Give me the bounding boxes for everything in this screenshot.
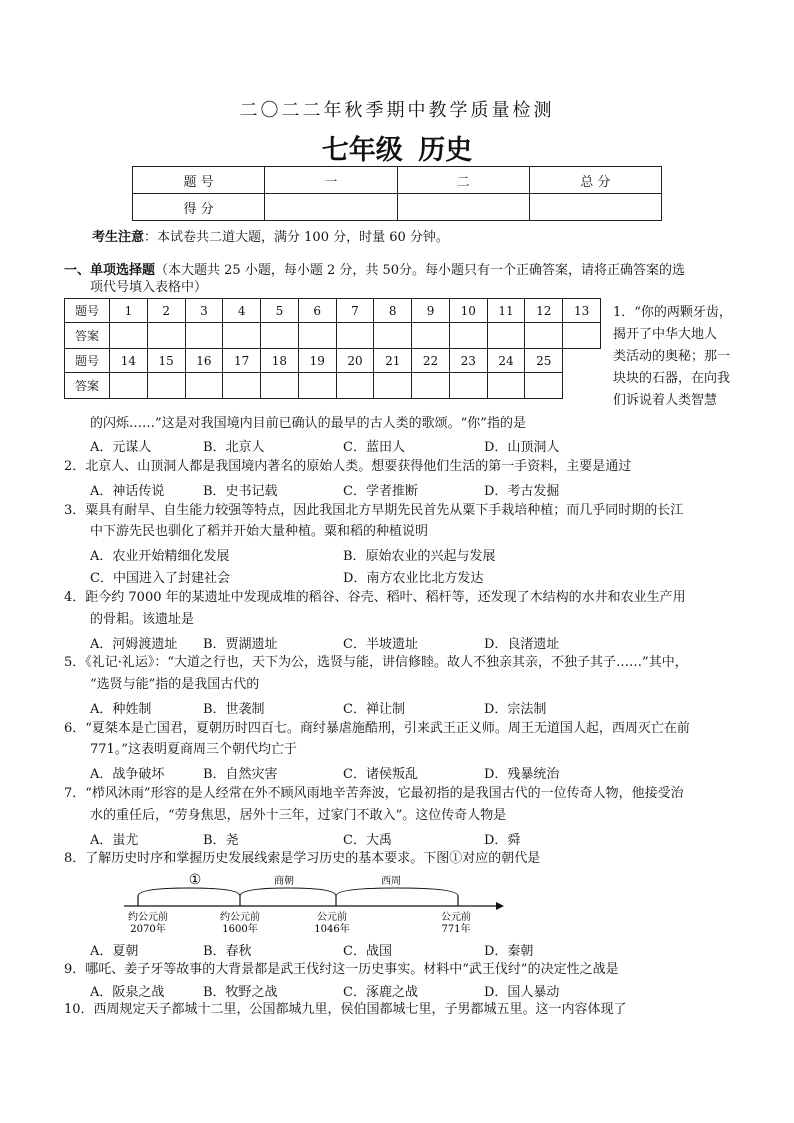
subject-title: 七年级 历史 — [321, 135, 473, 166]
answer-cell[interactable] — [336, 373, 374, 399]
q3-option-d: D．南方农业比北方发达 — [343, 571, 484, 586]
q9-option-c: C．涿鹿之战 — [343, 985, 418, 1000]
q1-side-line: 1．“你的两颗牙齿， — [613, 305, 732, 320]
answer-cell[interactable] — [487, 373, 525, 399]
question-number-cell: 17 — [223, 349, 261, 373]
timeline-tick-year: 1600年 — [222, 924, 258, 935]
q5-stem-line1: 5．《礼记·礼运》：“大道之行也，天下为公，选贤与能，讲信修睦。故人不独亲其亲，不独子其子……”其中， — [64, 655, 688, 670]
question-number-cell: 19 — [298, 349, 336, 373]
answer-cell[interactable] — [449, 373, 487, 399]
answer-cell[interactable] — [110, 323, 148, 349]
q7-stem-line1: 7．“栉风沐雨”形容的是人经常在外不顾风雨地辛苦奔波，它最初指的是我国古代的一位传奇人物，他接受治 — [64, 786, 684, 801]
answer-table-number-row — [65, 349, 601, 373]
q6-option-c: C．诸侯叛乱 — [343, 767, 418, 782]
answer-table-answer-row — [65, 373, 601, 399]
q7-option-a: A．蚩尤 — [90, 833, 139, 848]
answer-cell[interactable] — [374, 373, 412, 399]
question-number-cell: 11 — [487, 299, 525, 323]
question-number-cell: 7 — [336, 299, 374, 323]
question-number-cell: 10 — [449, 299, 487, 323]
score-cell — [265, 194, 397, 221]
timeline-bracket — [336, 888, 458, 896]
q6-stem-line2: 771。”这表明夏商周三个朝代均亡于 — [90, 742, 297, 757]
section1-heading: 一、单项选择题 — [64, 263, 156, 278]
timeline-label-xizhou: 西周 — [381, 876, 401, 887]
question-number-cell: 18 — [261, 349, 299, 373]
q2-option-b: B．史书记载 — [203, 484, 278, 499]
timeline-tick-year: 771年 — [441, 924, 471, 935]
notice-text: ：本试卷共二道大题，满分 100 分，时量 60 分钟。 — [144, 230, 449, 245]
answer-cell[interactable] — [412, 323, 450, 349]
answer-cell[interactable] — [147, 373, 185, 399]
q8-option-d: D．秦朝 — [484, 944, 534, 959]
answer-cell[interactable] — [261, 323, 299, 349]
answer-cell[interactable] — [110, 373, 148, 399]
q10-stem: 10．西周规定天子都城十二里，公国都城九里，侯伯国都城七里，子男都城五里。这一内容体现了 — [64, 1002, 627, 1017]
answer-table — [64, 298, 601, 399]
answer-table-label: 答案 — [65, 323, 110, 349]
q3-option-b: B．原始农业的兴起与发展 — [343, 549, 496, 564]
q4-stem-line1: 4．距今约 7000 年的某遗址中发现成堆的稻谷、谷壳、稻叶、稻杆等，还发现了木结构的水井和农业生产用 — [64, 590, 686, 605]
q3-stem-line1: 3．粟具有耐旱、自生能力较强等特点，因此我国北方早期先民首先从粟下手栽培种植；而几乎同时期的长江 — [64, 503, 684, 518]
answer-cell[interactable] — [487, 323, 525, 349]
exam-notice — [92, 226, 449, 245]
question-number-cell: 4 — [223, 299, 261, 323]
question-number-cell: 14 — [110, 349, 148, 373]
answer-cell[interactable] — [336, 323, 374, 349]
score-header-cell: 一 — [265, 167, 397, 194]
question-number-cell: 16 — [185, 349, 223, 373]
q4-option-d: D．良渚遗址 — [484, 637, 560, 652]
q2-option-a: A．神话传说 — [90, 484, 165, 499]
timeline-tick-label: 约公元前 — [220, 912, 260, 923]
answer-table-label: 答案 — [65, 373, 110, 399]
q1-option-a: A．元谋人 — [90, 440, 152, 455]
answer-table-answer-row — [65, 323, 601, 349]
question-number-cell: 23 — [449, 349, 487, 373]
timeline-label-shang: 商朝 — [274, 876, 294, 887]
timeline-arrow-icon — [496, 902, 504, 910]
answer-cell[interactable] — [223, 323, 261, 349]
question-number-cell: 2 — [147, 299, 185, 323]
question-number-cell: 9 — [412, 299, 450, 323]
score-row-label: 得 分 — [133, 194, 265, 221]
question-number-cell: 8 — [374, 299, 412, 323]
q1-stem-continued: 的闪烁……”这是对我国境内目前已确认的最早的古人类的歌颂。“你”指的是 — [90, 416, 526, 431]
q3-option-c: C．中国进入了封建社会 — [90, 571, 230, 586]
q5-option-b: B．世袭制 — [203, 702, 265, 717]
q8-option-b: B．春秋 — [203, 944, 252, 959]
q1-side-line: 揭开了中华大地人 — [613, 327, 718, 342]
answer-table-number-row — [65, 299, 601, 323]
q9-option-a: A．阪泉之战 — [90, 985, 165, 1000]
answer-cell[interactable] — [563, 323, 601, 349]
q1-side-line: 们诉说着人类智慧 — [613, 393, 718, 408]
q4-option-c: C．半坡遗址 — [343, 637, 418, 652]
timeline-bracket — [138, 888, 240, 896]
timeline-tick-label: 公元前 — [441, 912, 471, 923]
answer-cell[interactable] — [374, 323, 412, 349]
answer-cell[interactable] — [298, 323, 336, 349]
timeline-circle-label: ① — [188, 872, 202, 888]
q9-option-b: B．牧野之战 — [203, 985, 278, 1000]
timeline-tick-year: 2070年 — [130, 924, 166, 935]
score-header-cell: 二 — [397, 167, 529, 194]
answer-table-label: 题号 — [65, 299, 110, 323]
question-number-cell: 12 — [525, 299, 563, 323]
q7-option-c: C．大禹 — [343, 833, 392, 848]
q4-option-b: B．贾湖遗址 — [203, 637, 278, 652]
question-number-cell: 3 — [185, 299, 223, 323]
q7-option-d: D．舜 — [484, 833, 521, 848]
score-cell — [397, 194, 529, 221]
q2-option-d: D．考古发掘 — [484, 484, 560, 499]
empty-cell — [563, 373, 601, 399]
q8-option-c: C．战国 — [343, 944, 392, 959]
question-number-cell: 21 — [374, 349, 412, 373]
answer-cell[interactable] — [412, 373, 450, 399]
q1-side-line: 块块的石器，在向我 — [613, 371, 731, 386]
q6-option-b: B．自然灾害 — [203, 767, 278, 782]
q3-option-a: A．农业开始精细化发展 — [90, 549, 230, 564]
score-header-cell: 题 号 — [133, 167, 265, 194]
q8-option-a: A．夏朝 — [90, 944, 139, 959]
question-number-cell: 15 — [147, 349, 185, 373]
q1-option-c: C．蓝田人 — [343, 440, 405, 455]
answer-cell[interactable] — [147, 323, 185, 349]
q1-option-d: D．山顶洞人 — [484, 440, 560, 455]
timeline-tick-label: 公元前 — [317, 912, 347, 923]
q4-option-a: A．河姆渡遗址 — [90, 637, 178, 652]
q5-option-a: A．种姓制 — [90, 702, 152, 717]
question-number-cell: 5 — [261, 299, 299, 323]
question-number-cell: 24 — [487, 349, 525, 373]
answer-table-label: 题号 — [65, 349, 110, 373]
exam-title: 二〇二二年秋季期中教学质量检测 — [239, 100, 555, 121]
q7-stem-line2: 水的重任后，“劳身焦思，居外十三年，过家门不敢入”。这位传奇人物是 — [90, 808, 507, 823]
q9-option-d: D．国人暴动 — [484, 985, 560, 1000]
q3-stem-line2: 中下游先民也驯化了稻并开始大量种植。粟和稻的种植说明 — [90, 524, 429, 539]
q2-stem: 2．北京人、山顶洞人都是我国境内著名的原始人类。想要获得他们生活的第一手资料，主要是通过 — [64, 459, 632, 474]
q7-option-b: B．尧 — [203, 833, 239, 848]
score-cell — [529, 194, 661, 221]
timeline-tick-year: 1046年 — [314, 924, 350, 935]
score-header-cell: 总 分 — [529, 167, 661, 194]
q8-stem: 8．了解历史时序和掌握历史发展线索是学习历史的基本要求。下图①对应的朝代是 — [64, 851, 541, 866]
q6-stem-line1: 6．“夏桀本是亡国君，夏朝历时四百七。商纣暴虐施酷刑，引来武王正义师。周王无道国人起，西周灭亡在前 — [64, 721, 690, 736]
question-number-cell: 20 — [336, 349, 374, 373]
score-table — [132, 166, 662, 221]
answer-cell[interactable] — [298, 373, 336, 399]
q1-side-line: 类活动的奥秘；那一 — [613, 349, 731, 364]
timeline-tick-label: 约公元前 — [128, 912, 168, 923]
question-number-cell: 1 — [110, 299, 148, 323]
question-number-cell: 22 — [412, 349, 450, 373]
q2-option-c: C．学者推断 — [343, 484, 418, 499]
answer-cell[interactable] — [525, 373, 563, 399]
answer-cell[interactable] — [185, 373, 223, 399]
section1-desc: （本大题共 25 小题，每小题 2 分，共 50分。每小题只有一个正确答案，请将正确答案的选 — [155, 263, 686, 278]
question-number-cell: 13 — [563, 299, 601, 323]
question-number-cell: 6 — [298, 299, 336, 323]
question-number-cell: 25 — [525, 349, 563, 373]
empty-cell — [563, 349, 601, 373]
dynasty-timeline — [118, 868, 508, 938]
answer-cell[interactable] — [449, 323, 487, 349]
q6-option-d: D．残暴统治 — [484, 767, 560, 782]
q4-stem-line2: 的骨耜。该遗址是 — [90, 612, 195, 627]
answer-cell[interactable] — [525, 323, 563, 349]
q6-option-a: A．战争破坏 — [90, 767, 165, 782]
notice-label: 考生注意 — [92, 230, 145, 245]
answer-cell[interactable] — [185, 323, 223, 349]
answer-cell[interactable] — [223, 373, 261, 399]
score-table-header-row — [133, 167, 662, 194]
q5-option-d: D．宗法制 — [484, 702, 547, 717]
q5-option-c: C．禅让制 — [343, 702, 405, 717]
score-table-score-row — [133, 194, 662, 221]
section1-heading-line — [64, 262, 744, 280]
section1-desc-line2: 项代号填入表格中） — [90, 280, 208, 295]
timeline-bracket — [240, 888, 336, 896]
q5-stem-line2: “选贤与能”指的是我国古代的 — [90, 677, 260, 692]
q9-stem: 9．哪吒、姜子牙等故事的大背景都是武王伐纣这一历史事实。材料中“武王伐纣”的决定性之战是 — [64, 962, 619, 977]
answer-cell[interactable] — [261, 373, 299, 399]
q1-option-b: B．北京人 — [203, 440, 265, 455]
